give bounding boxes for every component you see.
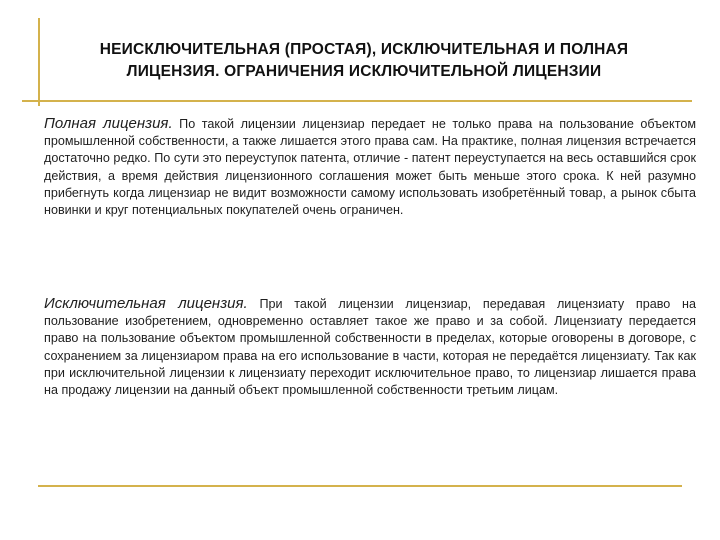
paragraph-exclusive-license [44, 295, 696, 399]
decorative-vertical-line [38, 18, 40, 106]
title-line-1: НЕИСКЛЮЧИТЕЛЬНАЯ (ПРОСТАЯ), ИСКЛЮЧИТЕЛЬНАЯ И ПОЛНАЯ [99, 41, 629, 58]
term-exclusive-license: Исключительная лицензия. [44, 295, 248, 312]
paragraph-full-license-text: По такой лицензии лицензиар передает не только права на пользование объектом промышленной собственности, а также лишается этого права сам. На практике, полная лицензия встречается достаточно редко. По сути это переуступок патента, отличие - патент переуступается на весь оставшийся срок действия, а время действия лицензионного соглашения может быть меньше этого срока. К ней разумно прибегнуть когда лицензиар не видит возможности самому использовать изобретённый товар, а рынок сбыта новинки и круг потенциальных покупателей очень ограничен. [44, 117, 696, 218]
title-line-2: ЛИЦЕНЗИЯ. ОГРАНИЧЕНИЯ ИСКЛЮЧИТЕЛЬНОЙ ЛИЦЕНЗИИ [126, 63, 602, 80]
title-divider-line [22, 100, 692, 102]
slide-title [48, 39, 680, 83]
paragraph-full-license [44, 115, 696, 219]
footer-divider-line [38, 485, 682, 487]
term-full-license: Полная лицензия. [44, 115, 173, 132]
paragraph-exclusive-license-text: При такой лицензии лицензиар, передавая лицензиату право на пользование изобретением, одновременно оставляет такое же право и за собой. Лицензиату передается право на пользование объектом промышленной собственности в пределах, которые оговорены в договоре, с сохранением за лицензиаром права на его использование в части, которая не передаётся лицензиату. Так как при исключительной лицензии к лицензиату переходит исключительное право, то лицензиар лишается права на продажу лицензии на данный объект промышленной собственности третьим лицам. [44, 297, 696, 398]
